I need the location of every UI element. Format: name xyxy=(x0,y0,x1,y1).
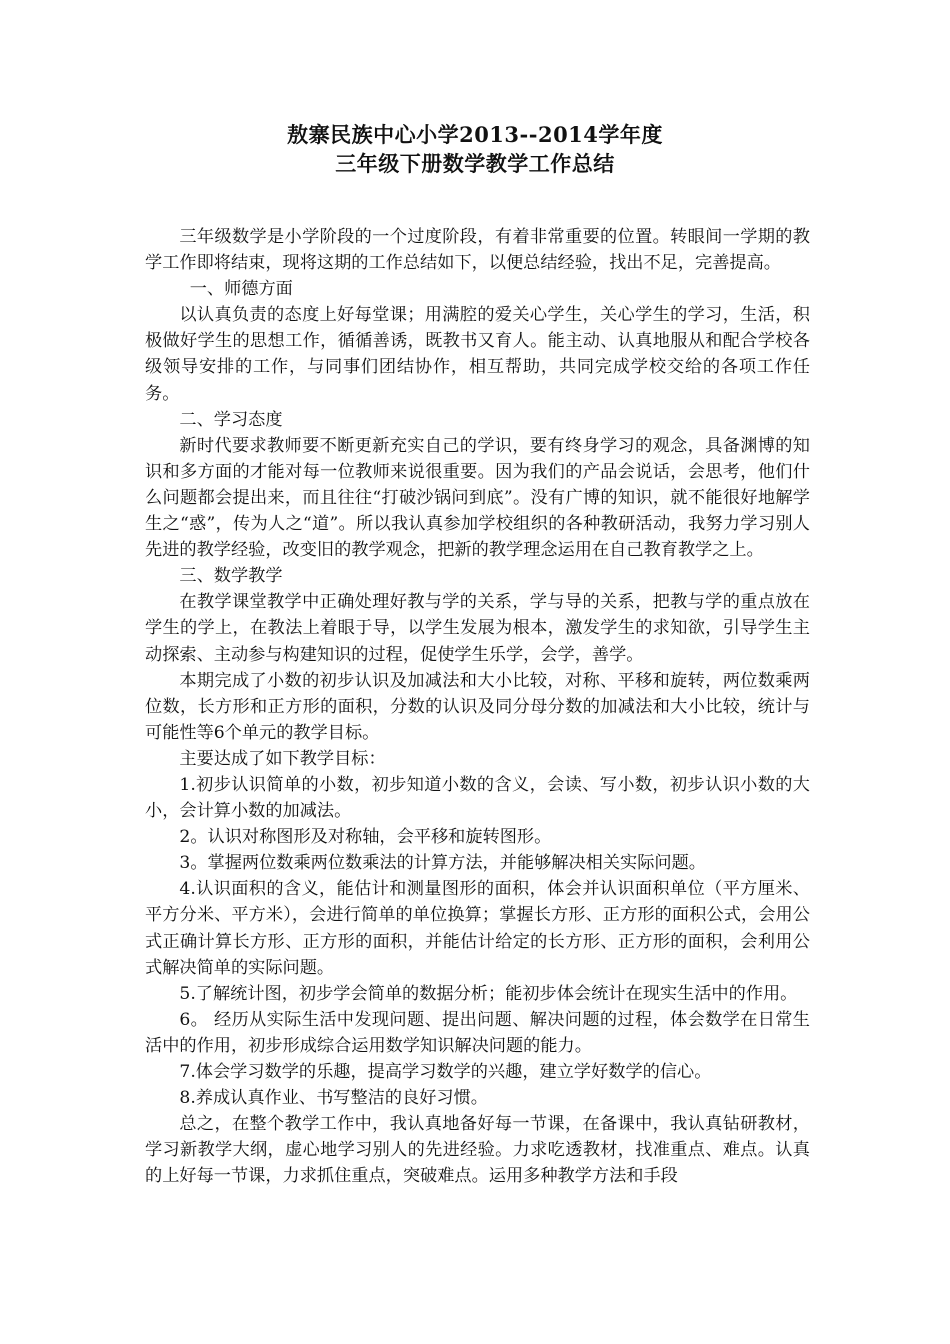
goal-item-5: 5.了解统计图，初步学会简单的数据分析；能初步体会统计在现实生活中的作用。 xyxy=(179,983,798,1004)
section-heading-ethics: 一、师德方面 xyxy=(189,279,293,300)
paragraph-attitude: 新时代要求教师要不断更新充实自己的学识，要有终身学习的观念，具备渊博的知识和多方面的才能对每一位教师来说很重要。因为我们的产品会说话，会思考，他们什么问题都会提出来，而且往往“打破沙锅问到底”。没有广博的知识，就不能很好地解学生之“惑”，传为人之“道”。所以我认真参加学校组织的各种教研活动，我努力学习别人先进的教学经验，改变旧的教学观念，把新的教学理念运用在自己教育教学之上。 xyxy=(145,435,810,561)
section-heading-teaching: 三、数学教学 xyxy=(179,566,283,587)
goal-item-3: 3。掌握两位数乘两位数乘法的计算方法，并能够解决相关实际问题。 xyxy=(179,853,706,874)
goal-item-4: 4.认识面积的含义，能估计和测量图形的面积，体会并认识面积单位（平方厘米、平方分米、平方米），会进行简单的单位换算；掌握长方形、正方形的面积公式，会用公式正确计算长方形、正方形的面积，并能估计给定的长方形、正方形的面积，会利用公式解决简单的实际问题。 xyxy=(145,879,810,978)
paragraph-intro: 三年级数学是小学阶段的一个过度阶段，有着非常重要的位置。转眼间一学期的教学工作即将结束，现将这期的工作总结如下，以便总结经验，找出不足，完善提高。 xyxy=(145,227,810,274)
goal-item-7: 7.体会学习数学的乐趣，提高学习数学的兴趣，建立学好数学的信心。 xyxy=(179,1062,712,1082)
goal-item-6: 6。 经历从实际生活中发现问题、提出问题、解决问题的过程，体会数学在日常生活中的作用，初步形成综合运用数学知识解决问题的能力。 xyxy=(145,1009,810,1056)
paragraph-goals-intro: 主要达成了如下教学目标： xyxy=(179,748,386,769)
section-heading-attitude: 二、学习态度 xyxy=(179,409,283,430)
paragraph-ethics: 以认真负责的态度上好每堂课；用满腔的爱关心学生，关心学生的学习，生活，积极做好学生的思想工作，循循善诱，既教书又育人。能主动、认真地服从和配合学校各级领导安排的工作，与同事们团结协作，相互帮助，共同完成学校交给的各项工作任务。 xyxy=(145,305,810,404)
goal-item-2: 2。认识对称图形及对称轴，会平移和旋转图形。 xyxy=(179,827,552,848)
goal-item-1: 1.初步认识简单的小数，初步知道小数的含义，会读、写小数，初步认识小数的大小，会计算小数的加减法。 xyxy=(145,774,810,822)
goal-item-8: 8.养成认真作业、书写整洁的良好习惯。 xyxy=(179,1088,488,1109)
document-subtitle: 三年级下册数学教学工作总结 xyxy=(335,151,615,176)
paragraph-conclusion: 总之，在整个教学工作中，我认真地备好每一节课，在备课中，我认真钻研教材，学习新教学大纲，虚心地学习别人的先进经验。力求吃透教材，找准重点、难点。认真的上好每一节课，力求抓住重点，突破难点。运用多种教学方法和手段 xyxy=(145,1114,810,1187)
paragraph-teaching: 在教学课堂教学中正确处理好教与学的关系，学与导的关系，把教与学的重点放在学生的学上，在教法上着眼于导，以学生发展为根本，激发学生的求知欲，引导学生主动探索、主动参与构建知识的过程，促使学生乐学，会学，善学。 xyxy=(145,592,810,665)
document-body xyxy=(145,224,810,1189)
paragraph-units: 本期完成了小数的初步认识及加减法和大小比较，对称、平移和旋转，两位数乘两位数，长方形和正方形的面积，分数的认识及同分母分数的加减法和大小比较，统计与可能性等6个单元的教学目标。 xyxy=(145,670,810,743)
document-title: 敖寨民族中心小学2013--2014学年度 xyxy=(287,122,663,147)
